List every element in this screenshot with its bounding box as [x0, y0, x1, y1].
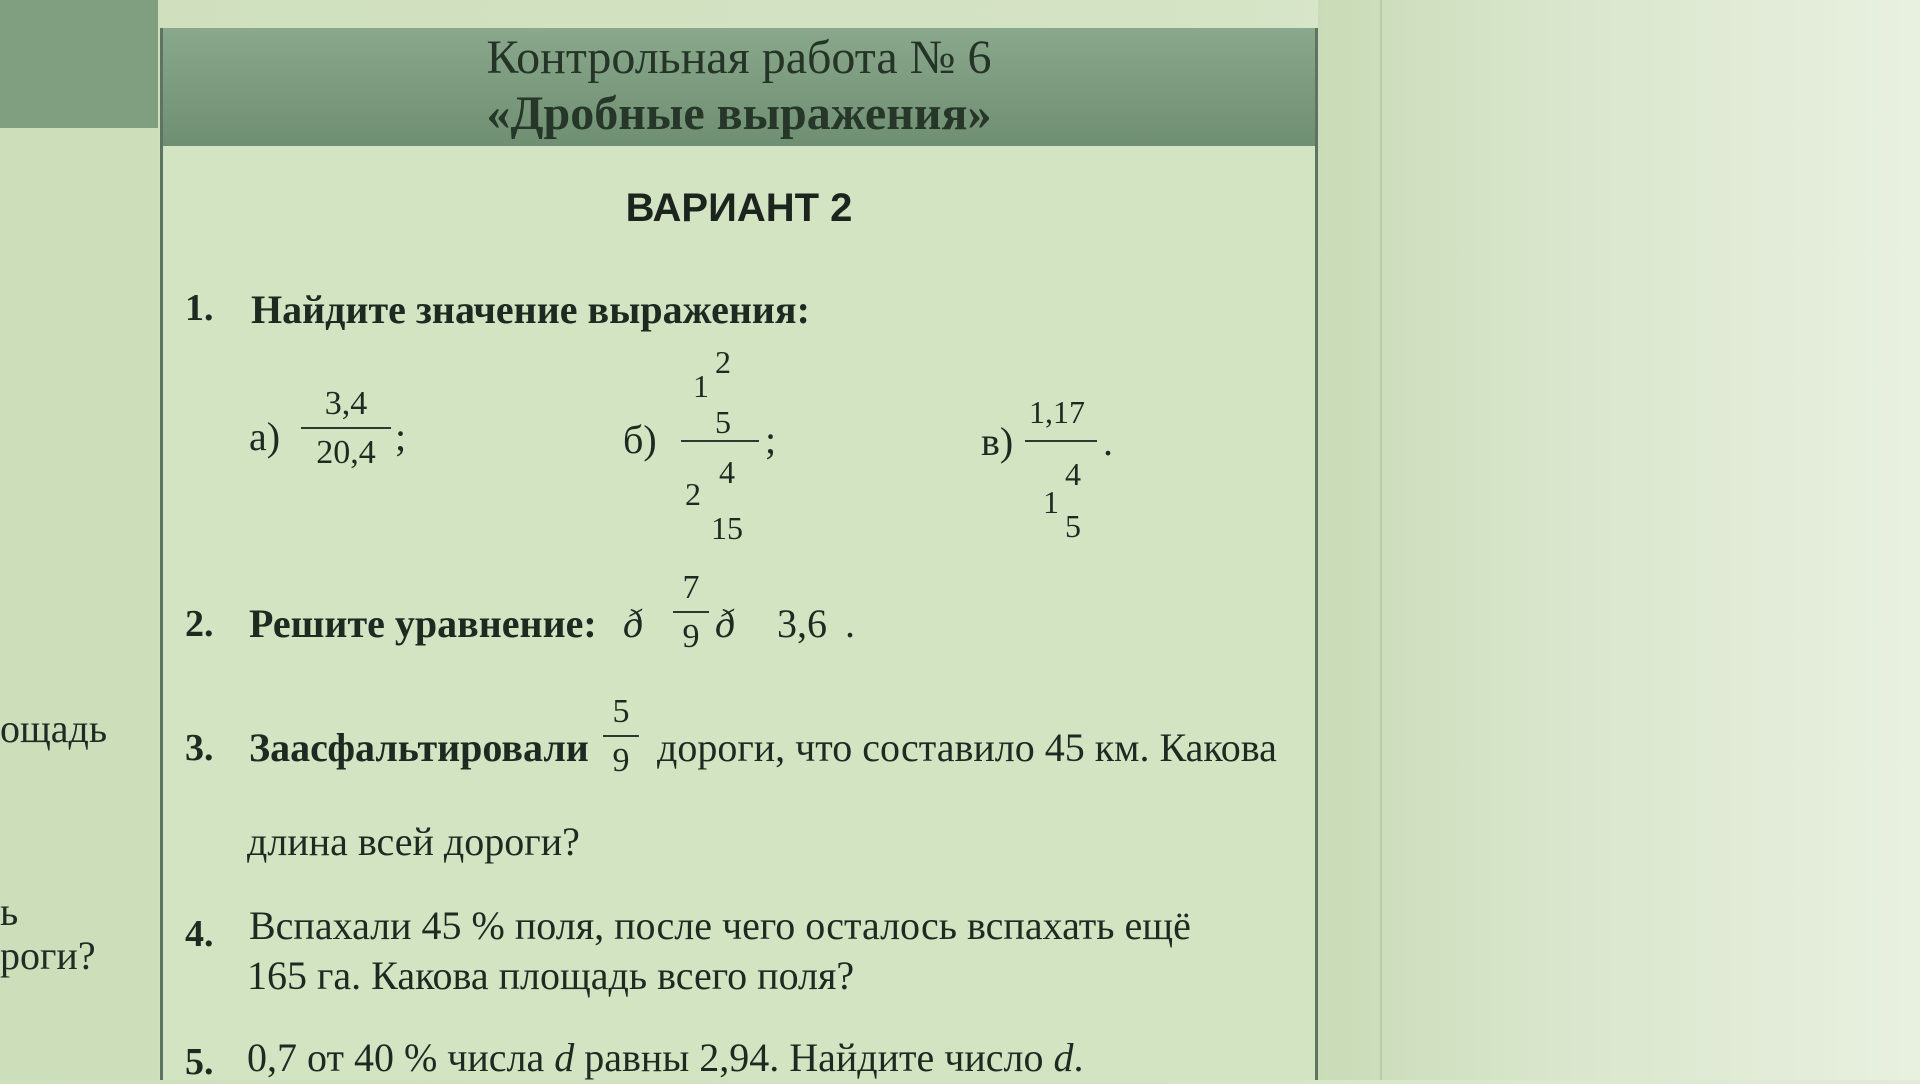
- task3-fraction: [603, 692, 639, 780]
- task2-frac-denominator: 9: [682, 618, 700, 656]
- fraction-bar: [1025, 440, 1097, 442]
- header-title: Контрольная работа № 6: [486, 31, 992, 84]
- fraction-bar: [301, 427, 391, 429]
- task3-text-after: дороги, что составило 45 км. Какова: [657, 725, 1277, 770]
- task1b-num-whole: 1: [693, 368, 709, 404]
- task4-line2: 165 га. Какова площадь всего поля?: [247, 953, 855, 998]
- task5-var: d: [554, 1035, 575, 1080]
- task2-value: 3,6: [777, 601, 827, 646]
- task1b-den-frac-d: 15: [711, 510, 743, 546]
- task1a-tail: ;: [395, 414, 407, 459]
- task3-frac-numerator: 5: [612, 693, 630, 730]
- background-right: [1318, 0, 1920, 1080]
- task3-line2: длина всей дороги?: [247, 819, 580, 864]
- task1a-label: а): [249, 414, 281, 459]
- task2-fraction: [673, 568, 709, 656]
- fraction-bar: [603, 735, 639, 737]
- task3-number: 3.: [185, 727, 214, 769]
- task1c-tail: .: [1103, 419, 1113, 464]
- task1b-den-frac-n: 4: [719, 454, 735, 490]
- left-fragment-3: роги?: [0, 933, 96, 978]
- task1b-tail: ;: [765, 417, 777, 462]
- task1b-label: б): [623, 417, 657, 462]
- background-rule: [1380, 0, 1382, 1080]
- task4-line1: Вспахали 45 % поля, после чего осталось вспахать ещё: [249, 903, 1191, 948]
- task2-var1: ð: [623, 601, 643, 646]
- task1c-label: в): [981, 419, 1014, 464]
- task5-var2: d: [1053, 1035, 1074, 1080]
- task2-frac-numerator: 7: [682, 569, 700, 606]
- left-page-fragment: [0, 0, 158, 1080]
- task5-number: 5.: [185, 1041, 214, 1083]
- task5-text-a: 0,7 от 40 % числа: [247, 1035, 545, 1080]
- task1b-num-frac-n: 2: [715, 344, 731, 380]
- header-subtitle: «Дробные выражения»: [486, 87, 992, 140]
- left-fragment-2: ь: [0, 889, 19, 934]
- task1c-numerator: 1,17: [1029, 394, 1085, 430]
- task2-var2: ð: [715, 601, 735, 646]
- task1-number: 1.: [185, 287, 214, 329]
- task1c-den-frac-n: 4: [1065, 456, 1081, 492]
- task2-number: 2.: [185, 603, 214, 645]
- fraction-bar: [681, 440, 759, 442]
- fraction-bar: [673, 611, 709, 613]
- worksheet-page: [160, 28, 1318, 1083]
- task5-line: [247, 1034, 1083, 1081]
- worksheet-header: [163, 28, 1315, 146]
- task2-text: Решите уравнение:: [249, 601, 597, 646]
- task1b-num-frac-d: 5: [715, 404, 731, 440]
- task1a-numerator: 3,4: [324, 385, 368, 422]
- task5-tail: .: [1073, 1035, 1084, 1080]
- left-header-band: [0, 0, 158, 128]
- task2-tail: .: [845, 601, 855, 646]
- task1a-denominator: 20,4: [316, 434, 376, 472]
- task3-frac-denominator: 9: [612, 742, 630, 780]
- left-fragment-1: ощадь: [0, 706, 108, 751]
- task1-text: Найдите значение выражения:: [251, 287, 810, 332]
- task1c-den-frac-d: 5: [1065, 508, 1081, 544]
- task1c-den-whole: 1: [1043, 484, 1059, 520]
- task1b-den-whole: 2: [685, 476, 701, 512]
- task4-number: 4.: [185, 913, 214, 955]
- task5-text-b: равны 2,94. Найдите число: [584, 1035, 1044, 1080]
- variant-title: ВАРИАНТ 2: [625, 186, 853, 230]
- task3-text-before: Заасфальтировали: [249, 725, 589, 770]
- task1a-fraction: [301, 384, 391, 472]
